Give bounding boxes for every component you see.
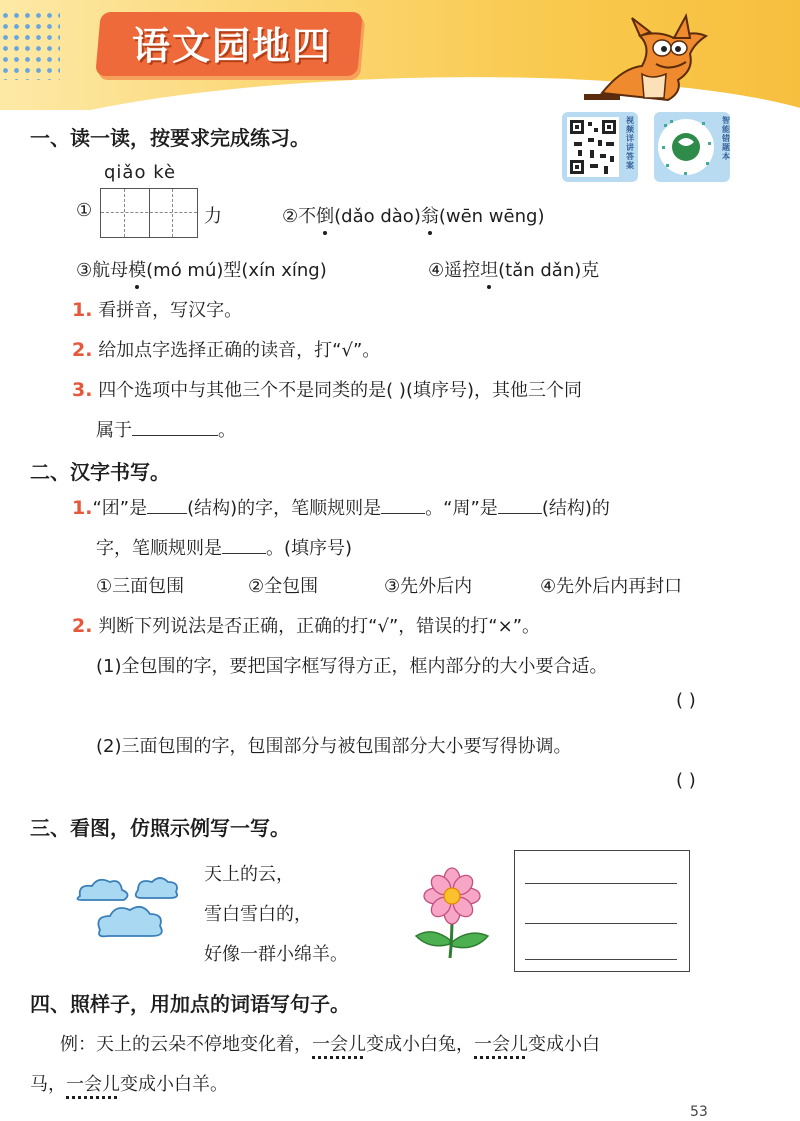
word2-pinyin-options[interactable]: (dǎo dào)	[334, 206, 421, 227]
section1-q1	[72, 296, 242, 322]
question-text: 。“周”是	[425, 498, 498, 519]
section2-q1	[72, 494, 610, 520]
section4-heading: 四、照样子，用加点的词语写句子。	[30, 992, 350, 1016]
section3-heading: 三、看图，仿照示例写一写。	[30, 816, 290, 840]
section1-q3-line2	[96, 416, 236, 442]
word4	[428, 256, 599, 282]
question-text: 。	[218, 420, 236, 441]
example-text: 例：天上的云朵不停地变化着，	[60, 1034, 312, 1055]
section1-heading: 一、读一读，按要求完成练习。	[30, 126, 310, 150]
dotted-word: 一会儿	[66, 1074, 120, 1095]
answer-blank[interactable]	[222, 553, 266, 554]
example-line-2	[30, 1070, 228, 1096]
question-text: (结构)的字，笔顺规则是	[187, 498, 382, 519]
question-number: 2.	[72, 615, 93, 637]
word3-pre: ③航母	[76, 260, 129, 281]
word1-tail: 力	[204, 206, 222, 227]
word2-pinyin-options-2[interactable]: (wēn wēng)	[438, 206, 545, 227]
qr-label-video: 视频详讲答案	[626, 116, 634, 170]
word4-pre: ④遥控	[428, 260, 481, 281]
answer-blank[interactable]	[381, 513, 425, 514]
dotted-char: 翁	[421, 202, 439, 228]
judge-paren-2[interactable]: ( )	[676, 770, 696, 791]
example-text: 变成小白羊。	[120, 1074, 228, 1095]
answer-blank[interactable]	[498, 513, 542, 514]
guide-line	[124, 189, 125, 237]
option-3: ③先外后内	[384, 576, 473, 597]
writing-line[interactable]	[525, 883, 677, 884]
question-text: 。(填序号)	[266, 538, 353, 559]
guide-line	[101, 212, 197, 213]
question-number: 1.	[72, 299, 93, 321]
dotted-word: 一会儿	[474, 1034, 528, 1055]
question-number: 2.	[72, 339, 93, 361]
question-text: 判断下列说法是否正确，正确的打“√”，错误的打“×”。	[98, 616, 541, 637]
page-title: 语文园地四	[131, 24, 332, 68]
writing-line[interactable]	[525, 959, 677, 960]
question-text: 四个选项中与其他三个不是同类的是( )(填序号)，其他三个同	[98, 380, 582, 401]
option-1: ①三面包围	[96, 576, 185, 597]
example-text: 变成小白兔，	[366, 1034, 474, 1055]
question-number: 3.	[72, 379, 93, 401]
question-text: 字，笔顺规则是	[96, 538, 222, 559]
tianzige-cell	[149, 189, 197, 237]
word3-post[interactable]: 型(xín xíng)	[223, 260, 327, 281]
question-number: 1.	[72, 497, 93, 519]
option-4: ④先外后内再封口	[540, 576, 683, 597]
section1-q2	[72, 336, 380, 362]
word2	[282, 202, 544, 228]
question-text: 属于	[96, 420, 132, 441]
flower-icon	[412, 866, 492, 960]
pinyin-qiao-ke: qiǎo kè	[104, 162, 177, 183]
dotted-char: 倒	[316, 202, 334, 228]
word4-pinyin-options[interactable]: (tǎn dǎn)克	[498, 260, 600, 281]
question-text: “团”是	[92, 498, 148, 519]
judge-paren-1[interactable]: ( )	[676, 690, 696, 711]
word1-number: ①	[76, 200, 93, 221]
writing-box[interactable]	[514, 850, 690, 972]
answer-blank[interactable]	[132, 435, 218, 436]
statement-2: (2)三面包围的字，包围部分与被包围部分大小要写得协调。	[96, 736, 572, 757]
dotted-char: 模	[128, 256, 146, 282]
poem-line-2: 雪白雪白的，	[204, 904, 312, 925]
page-number: 53	[690, 1104, 708, 1120]
writing-line[interactable]	[525, 923, 677, 924]
statement-1: (1)全包围的字，要把国字框写得方正，框内部分的大小要合适。	[96, 656, 608, 677]
section2-q1-line2	[96, 534, 352, 560]
dotted-char: 坦	[480, 256, 498, 282]
dotted-word: 一会儿	[312, 1034, 366, 1055]
word2-pre: ②不	[282, 206, 317, 227]
qr-label-notebook: 智能错题本	[722, 116, 730, 161]
guide-line	[172, 189, 173, 237]
fox-mascot-icon	[582, 8, 712, 103]
option-2: ②全包围	[248, 576, 319, 597]
clouds-icon	[72, 872, 184, 950]
example-line-1	[60, 1030, 600, 1056]
tianzige-box[interactable]	[100, 188, 198, 238]
question-text: 给加点字选择正确的读音，打“√”。	[98, 340, 381, 361]
example-text: 马，	[30, 1074, 66, 1095]
answer-blank[interactable]	[147, 513, 187, 514]
question-text: (结构)的	[541, 498, 610, 519]
section2-heading: 二、汉字书写。	[30, 460, 170, 484]
word3	[76, 256, 327, 282]
example-text: 变成小白	[528, 1034, 600, 1055]
section2-q2	[72, 612, 540, 638]
poem-line-3: 好像一群小绵羊。	[204, 944, 348, 965]
poem-line-1: 天上的云，	[204, 864, 294, 885]
word3-pinyin-options[interactable]: (mó mú)	[146, 260, 224, 281]
section1-q3	[72, 376, 582, 402]
dot-pattern	[0, 10, 60, 80]
question-text: 看拼音，写汉字。	[98, 300, 243, 321]
qr-code-notebook-icon[interactable]	[654, 112, 730, 182]
